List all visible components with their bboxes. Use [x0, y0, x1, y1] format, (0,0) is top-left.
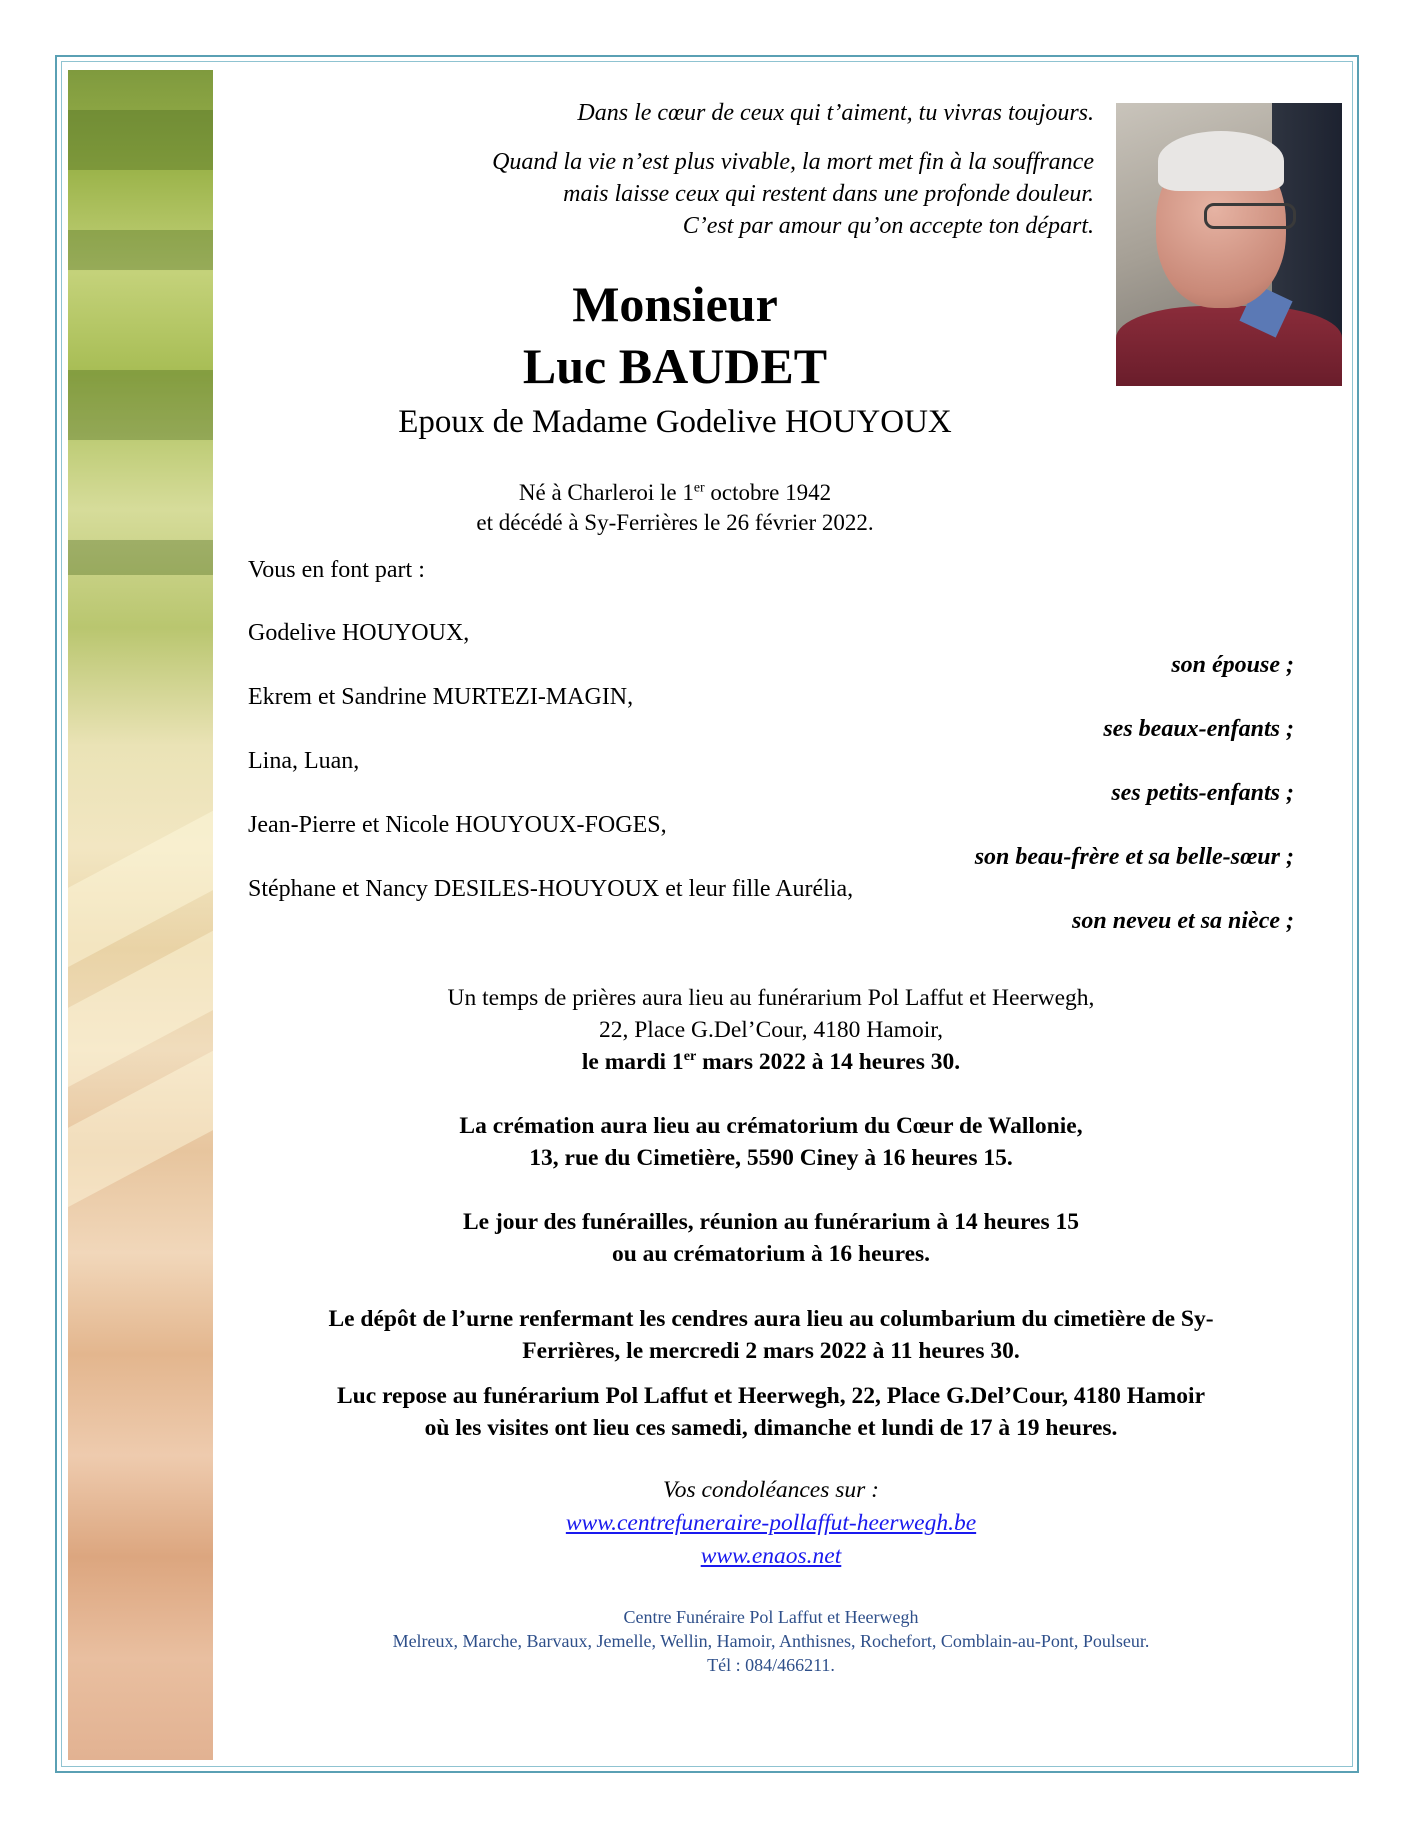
forest-path-image [68, 70, 213, 1760]
family-names-3: Lina, Luan, [248, 748, 360, 774]
condolences-link-2[interactable]: www.enaos.net [700, 1543, 842, 1569]
prayer-line-3-end: mars 2022 à 14 heures 30. [696, 1049, 961, 1075]
family-names-2: Ekrem et Sandrine MURTEZI-MAGIN, [248, 684, 634, 710]
prayer-line-2: 22, Place G.Del’Cour, 4180 Hamoir, [598, 1017, 944, 1043]
birth-line-end: octobre 1942 [704, 480, 832, 505]
family-names-5: Stéphane et Nancy DESILES-HOUYOUX et leur fille Aurélia, [248, 876, 854, 902]
announce-line: Vous en font part : [248, 557, 425, 583]
quote-line-3: mais laisse ceux qui restent dans une profonde douleur. [563, 181, 1094, 207]
footer-phone: Tél : 084/466211. [707, 1655, 835, 1675]
deceased-name: Luc BAUDET [522, 338, 828, 394]
condolences-label: Vos condoléances sur : [662, 1477, 880, 1503]
funeral-day-line-2: ou au crématorium à 16 heures. [611, 1241, 931, 1267]
cremation-line-2: 13, rue du Cimetière, 5590 Ciney à 16 heures 15. [529, 1145, 1013, 1171]
prayer-line-3 [248, 1049, 1294, 1076]
deceased-honorific: Monsieur [572, 276, 778, 332]
funeral-day-line-1: Le jour des funérailles, réunion au funérarium à 14 heures 15 [462, 1209, 1079, 1235]
family-relation-1: son épouse ; [1171, 652, 1294, 678]
birth-line-sup: er [693, 479, 705, 495]
condolences-link-2-row [248, 1543, 1294, 1570]
rest-line-1: Luc repose au funérarium Pol Laffut et Heerwegh, 22, Place G.Del’Cour, 4180 Hamoir [336, 1383, 1206, 1409]
death-line: et décédé à Sy-Ferrières le 26 février 2022. [476, 510, 874, 535]
family-names-1: Godelive HOUYOUX, [248, 620, 470, 646]
prayer-line-1: Un temps de prières aura lieu au funérarium Pol Laffut et Heerwegh, [447, 985, 1095, 1011]
quote-line-2: Quand la vie n’est plus vivable, la mort met fin à la souffrance [492, 149, 1094, 175]
rest-line-2: où les visites ont lieu ces samedi, dimanche et lundi de 17 à 19 heures. [424, 1415, 1118, 1441]
family-relation-4: son beau-frère et sa belle-sœur ; [974, 844, 1294, 870]
quote-line-1: Dans le cœur de ceux qui t’aiment, tu vivras toujours. [577, 100, 1094, 126]
footer-locations: Melreux, Marche, Barvaux, Jemelle, Wellin, Hamoir, Anthisnes, Rochefort, Comblain-au-Pont, Poulseur. [392, 1631, 1150, 1651]
urn-line-1: Le dépôt de l’urne renfermant les cendres aura lieu au columbarium du cimetière de Sy- [328, 1306, 1214, 1332]
spouse-line: Epoux de Madame Godelive HOUYOUX [398, 404, 952, 440]
condolences-link-1-row [248, 1510, 1294, 1537]
condolences-link-1[interactable]: www.centrefuneraire-pollaffut-heerwegh.be [565, 1510, 977, 1536]
footer-company-name: Centre Funéraire Pol Laffut et Heerwegh [623, 1607, 919, 1627]
family-names-4: Jean-Pierre et Nicole HOUYOUX-FOGES, [248, 812, 667, 838]
urn-line-2: Ferrières, le mercredi 2 mars 2022 à 11 heures 30. [522, 1338, 1020, 1364]
portrait-photo [1116, 103, 1342, 386]
birth-line [280, 480, 1070, 506]
cremation-line-1: La crémation aura lieu au crématorium du Cœur de Wallonie, [459, 1113, 1083, 1139]
family-relation-5: son neveu et sa nièce ; [1072, 908, 1294, 934]
quote-line-4: C’est par amour qu’on accepte ton départ. [682, 213, 1094, 239]
birth-line-start: Né à Charleroi le 1 [518, 480, 694, 505]
prayer-line-3-sup: er [683, 1048, 697, 1065]
family-relation-2: ses beaux-enfants ; [1103, 716, 1294, 742]
family-relation-3: ses petits-enfants ; [1111, 780, 1294, 806]
prayer-line-3-start: le mardi 1 [581, 1049, 684, 1075]
